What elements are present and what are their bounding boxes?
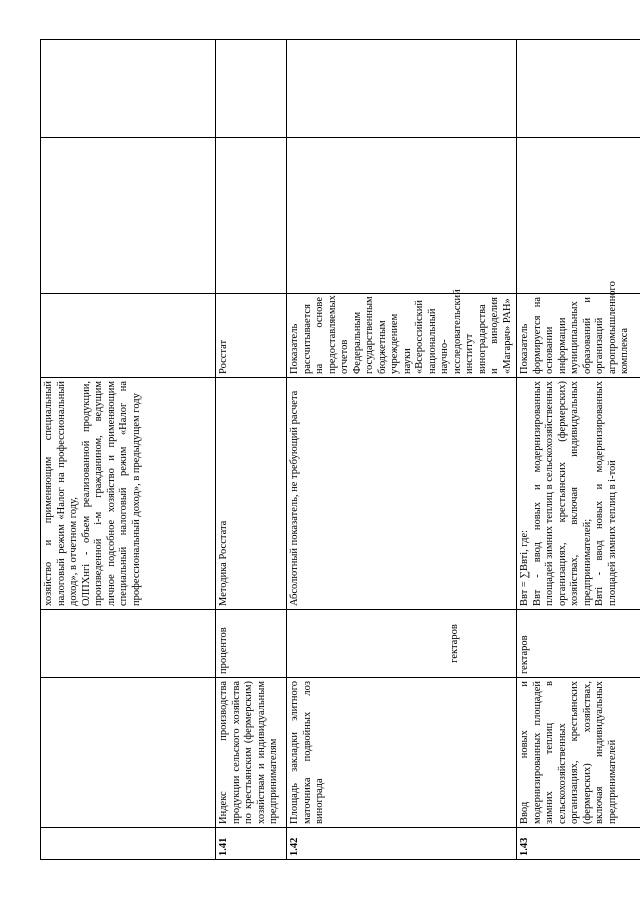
method-cell: Абсолютный показатель, не требующий расчета <box>287 378 517 610</box>
table-row <box>287 40 517 860</box>
cell-indicator <box>41 678 216 828</box>
cell-source <box>41 294 216 378</box>
row-number: 1.42 <box>287 828 517 860</box>
cell-extra <box>41 40 216 138</box>
formula-line: Ввт = ∑Ввті, где: <box>519 529 530 606</box>
unit-cell: гектаров <box>517 610 640 678</box>
formula-line: Ввт - ввод новых и модернизированных площадей зимних теплиц в сельскохозяйственных организациях, крестьянских (фермерских) хозяйствах, включая индивидуальных предпринимателей; <box>531 381 593 606</box>
source-cell: Показатель рассчитывается на основе предоставляемых отчетов Федеральным государственным бюджетным учреждением науки «Всероссийский национальный научно-исследовательский институт виноградарства и виноделия «Магарач» РАН» <box>287 294 517 378</box>
indicator-name: Площадь закладки элитного маточника подвойных лоз винограда <box>287 678 517 828</box>
extra-cell <box>287 40 517 138</box>
source-cell: Росстат <box>216 294 287 378</box>
method-cell: Методика Росстата <box>216 378 287 610</box>
indicator-name: Ввод новых и модернизированных площадей зимних теплиц в сельскохозяйственных организациях, крестьянских (фермерских) хозяйствах, включая индивидуальных предпринимателей <box>517 678 640 828</box>
extra-cell <box>216 40 287 138</box>
unit-cell <box>287 610 517 678</box>
rotated-table-sheet <box>40 40 630 860</box>
table-row-continuation <box>41 40 216 860</box>
row-number: 1.43 <box>517 828 640 860</box>
cell-number <box>41 828 216 860</box>
data-info-cell <box>287 138 517 294</box>
unit-cell: процентов <box>216 610 287 678</box>
method-cell <box>517 378 640 610</box>
extra-cell <box>517 40 640 138</box>
data-info-cell <box>216 138 287 294</box>
indicator-name: Индекс производства продукции сельского хозяйства по крестьянским (фермерским) хозяйствам и индивидуальным предпринимателям <box>216 678 287 828</box>
cell-method <box>41 378 216 610</box>
data-info-cell <box>517 138 640 294</box>
table-row <box>517 40 640 860</box>
indicators-table <box>40 39 640 860</box>
formula-text: хозяйство и применяющим специальный налоговый режим «Налог на профессиональный доход», в отчетном году, <box>43 381 79 606</box>
table-row <box>216 40 287 860</box>
row-number: 1.41 <box>216 828 287 860</box>
cell-source-info <box>41 138 216 294</box>
formula-line: Ввті - ввод новых и модернизированных площадей зимних теплиц в i-той <box>594 381 618 606</box>
unit-text: гектаров <box>449 624 460 663</box>
cell-unit <box>41 610 216 678</box>
formula-text: ОЛПХнгі - объем реализованной продукции, произведенной i-м гражданином, ведущим личное подсобное хозяйство и применяющим специальный налоговый режим «Налог на профессиональный доход», в предыдущем году <box>80 381 142 606</box>
source-cell: Показатель формируется на основании информации муниципальных образований и организаций агропромышленного комплекса <box>517 294 640 378</box>
